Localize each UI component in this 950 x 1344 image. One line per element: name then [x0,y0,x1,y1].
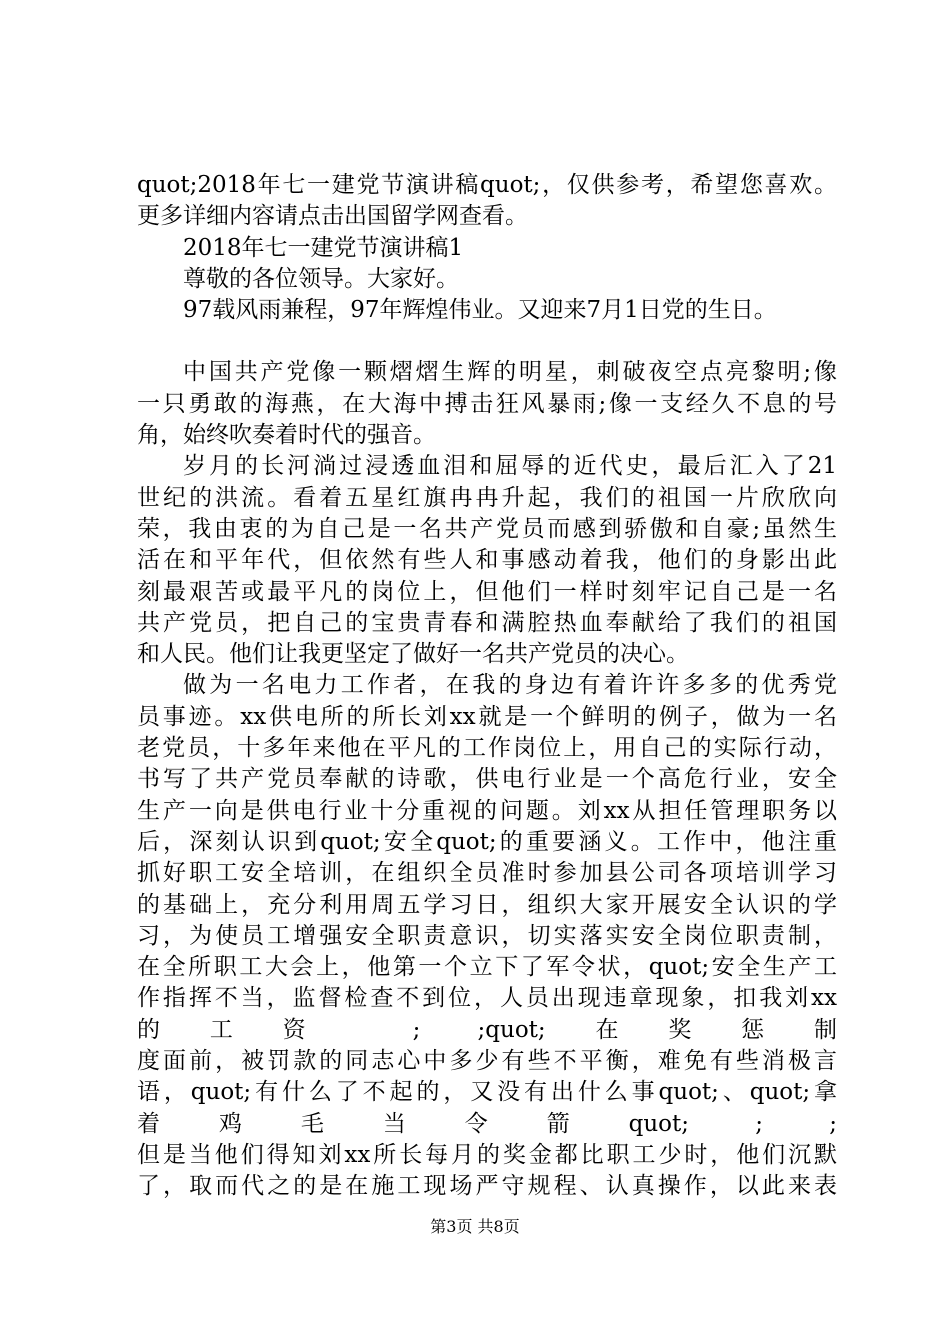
text-line: 做为一名电力工作者，在我的身边有着许许多多的优秀党 [183,672,837,699]
text-line: 着鸡毛当令箭quot; ; ; [137,1110,837,1137]
text-line: 97载风雨兼程，97年辉煌伟业。又迎来7月1日党的生日。 [183,297,777,324]
text-line: 活在和平年代，但依然有些人和事感动着我，他们的身影出此 [137,547,837,574]
text-line: 中国共产党像一颗熠熠生辉的明星，刺破夜空点亮黎明;像 [183,359,837,386]
text-line: 后，深刻认识到quot;安全quot;的重要涵义。工作中，他注重 [137,828,837,855]
text-line: 但是当他们得知刘xx所长每月的奖金都比职工少时，他们沉默 [137,1141,837,1168]
text-line: 员事迹。xx供电所的所长刘xx就是一个鲜明的例子，做为一名 [137,703,837,730]
text-line: 共产党员，把自己的宝贵青春和满腔热血奉献给了我们的祖国 [137,609,837,636]
text-line: 在全所职工大会上，他第一个立下了军令状，quot;安全生产工 [137,954,837,981]
text-line: 语，quot;有什么了不起的，又没有出什么事quot;、quot;拿 [137,1079,837,1106]
section-heading: 2018年七一建党节演讲稿1 [183,234,464,261]
text-line: 一只勇敢的海燕，在大海中搏击狂风暴雨;像一支经久不息的号 [137,390,837,417]
salutation: 尊敬的各位领导。大家好。 [183,265,459,292]
text-line: 了，取而代之的是在施工现场严守规程、认真操作，以此来表 [137,1173,837,1200]
text-line: 和人民。他们让我更坚定了做好一名共产党员的决心。 [137,641,689,668]
page-number-footer: 第3页 共8页 [430,1217,520,1236]
text-line: 刻最艰苦或最平凡的岗位上，但他们一样时刻牢记自己是一名 [137,578,837,605]
text-line: 荣，我由衷的为自己是一名共产党员而感到骄傲和自豪;虽然生 [137,515,837,542]
text-line: 的工资 ; ;quot;在奖惩制 [137,1016,837,1043]
text-line: 岁月的长河淌过浸透血泪和屈辱的近代史，最后汇入了21 [183,453,837,480]
text-line: 书写了共产党员奉献的诗歌，供电行业是一个高危行业，安全 [137,766,837,793]
text-line: 更多详细内容请点击出国留学网查看。 [137,203,528,230]
document-body [137,170,837,1203]
text-line: 作指挥不当，监督检查不到位，人员出现违章现象，扣我刘xx [137,985,837,1012]
text-line: quot;2018年七一建党节演讲稿quot;，仅供参考，希望您喜欢。 [137,172,837,198]
text-line: 角，始终吹奏着时代的强音。 [137,422,436,449]
text-line: 老党员，十多年来他在平凡的工作岗位上，用自己的实际行动， [137,735,837,762]
text-line: 度面前，被罚款的同志心中多少有些不平衡，难免有些消极言 [137,1048,837,1075]
text-line: 抓好职工安全培训，在组织全员准时参加县公司各项培训学习 [137,860,837,887]
text-line: 习，为使员工增强安全职责意识，切实落实安全岗位职责制， [137,922,837,949]
text-line: 生产一向是供电行业十分重视的问题。刘xx从担任管理职务以 [137,797,837,824]
text-line: 的基础上，充分利用周五学习日，组织大家开展安全认识的学 [137,891,837,918]
text-line: 世纪的洪流。看着五星红旗冉冉升起，我们的祖国一片欣欣向 [137,484,837,511]
paragraph-gap [137,326,837,357]
